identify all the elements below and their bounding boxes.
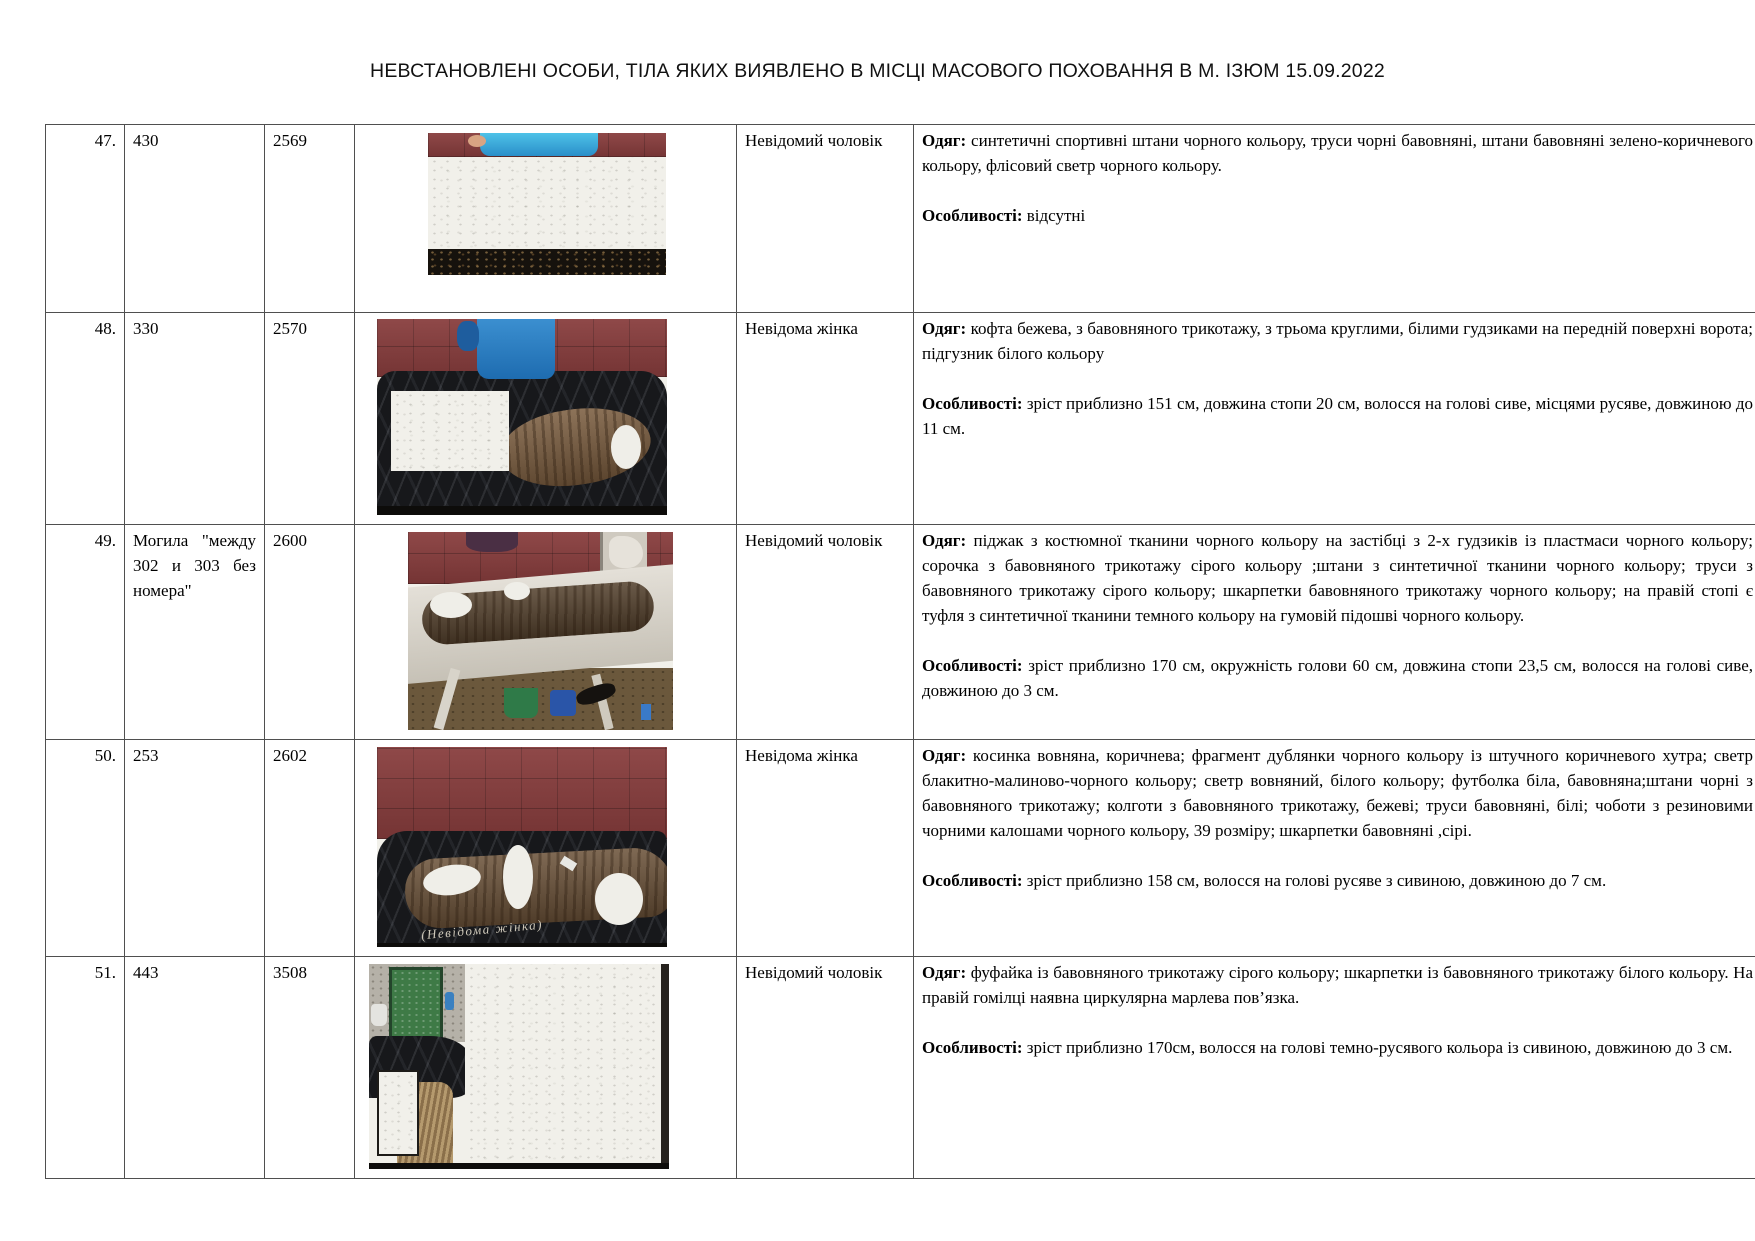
row-number-cell: 48. [46,313,125,525]
features-label: Особливості: [922,206,1023,225]
censor-oval [503,845,533,909]
table-row-47 [46,125,1755,313]
censor-rect [391,391,509,471]
blue-garment [477,319,555,379]
person-type-cell: Невідомий чоловік [737,957,914,1179]
clothing-text: фуфайка із бавовняного трикотажу сірого кольору; шкарпетки із бавовняного трикотажу білого кольору. На правій гомілці наявна циркулярна марлева пов’язка. [922,963,1753,1007]
green-door [389,967,443,1043]
features-text: зріст приблизно 151 см, довжина стопи 20 см, волосся на голові сиве, місцями русяве, довжиною до 11 см. [922,394,1754,438]
clothing-label: Одяг: [922,746,967,765]
green-bucket [504,688,538,718]
photo-bottom-edge [377,506,667,515]
photo-cell [355,740,737,957]
body-number-cell: 2602 [265,740,355,957]
clothing-label: Одяг: [922,319,967,338]
blue-item-small [641,704,651,720]
table-row-48 [46,313,1755,525]
table-row-51 [46,957,1755,1179]
clothing-text: кофта бежева, з бавовняного трикотажу, з трьома круглими, білими гудзиками на передній поверхні ворота; підгузник білого кольору [922,319,1754,363]
tile-wall-background [377,747,667,839]
clothing-label: Одяг: [922,131,967,150]
censor-oval [430,592,472,618]
row-number-cell: 50. [46,740,125,957]
white-cloth [609,536,643,568]
grave-number-cell: Могила "между 302 и 303 без номера" [125,525,265,740]
body-photo [377,747,667,947]
blue-glove [457,321,479,351]
grave-number-cell: 330 [125,313,265,525]
details-cell [914,525,1755,740]
persons-table [45,124,1755,1179]
censor-overlay [465,964,661,1169]
details-cell [914,957,1755,1179]
features-label: Особливості: [922,871,1023,890]
grave-number-cell: 443 [125,957,265,1179]
table-row-49 [46,525,1755,740]
table-row-50 [46,740,1755,957]
photo-cell [355,125,737,313]
dark-right-edge [661,964,669,1169]
body-photo [428,133,666,275]
body-number-cell: 2569 [265,125,355,313]
row-number-cell: 49. [46,525,125,740]
features-text: відсутні [1026,206,1086,225]
blue-figure [445,992,454,1010]
photo-cell [355,957,737,1179]
clothing-label: Одяг: [922,963,967,982]
row-number-cell: 51. [46,957,125,1179]
photo-cell [355,313,737,525]
body-photo [408,532,673,730]
person-type-cell: Невідома жінка [737,313,914,525]
body-number-cell: 3508 [265,957,355,1179]
features-text: зріст приблизно 170см, волосся на голові темно-русявого кольора із сивиною, довжиною до 3 см. [1026,1038,1733,1057]
details-cell [914,740,1755,957]
hand-skin [468,135,486,147]
body-number-cell: 2570 [265,313,355,525]
blue-container [550,690,576,716]
censor-oval [504,582,530,600]
body-photo [369,964,669,1169]
clothing-label: Одяг: [922,531,967,550]
white-jug [371,1004,387,1026]
details-cell [914,313,1755,525]
row-number-cell: 47. [46,125,125,313]
clothing-text: синтетичні спортивні штани чорного кольору, труси чорні бавовняні, штани бавовняні зелено-коричневого кольору, флісовий светр чорного кольору. [922,131,1753,175]
censor-rect-outlined [377,1070,419,1156]
features-label: Особливості: [922,1038,1023,1057]
features-label: Особливості: [922,656,1023,675]
features-text: зріст приблизно 158 см, волосся на голові русяве з сивиною, довжиною до 7 см. [1026,871,1607,890]
features-text: зріст приблизно 170 см, окружність голови 60 см, довжина стопи 23,5 см, волосся на голові сиве, довжиною до 3 см. [922,656,1754,700]
photo-bottom-edge [377,943,667,947]
grave-number-cell: 430 [125,125,265,313]
person-type-cell: Невідома жінка [737,740,914,957]
censor-overlay [428,157,666,249]
censor-oval [611,425,641,469]
body-number-cell: 2600 [265,525,355,740]
features-label: Особливості: [922,394,1023,413]
clothing-text: косинка вовняна, коричнева; фрагмент дублянки чорного кольору із штучного коричневого хутра; светр блакитно-малиново-чорного кольору; светр вовняний, білого кольору; футболка біла, бавовняна;штани чорні з бавовняного трикотажу; колготи з бавовняного трикотажу, бежеві; труси бавовняні, білі; чоботи з резиновими чорними калошами чорного кольору, 39 розміру; шкарпетки бавовняні ,сірі. [922,746,1754,840]
person-type-cell: Невідомий чоловік [737,125,914,313]
censor-oval [595,873,643,925]
photo-cell [355,525,737,740]
photo-bottom-edge [369,1163,669,1169]
dark-clothing-blob [466,532,518,552]
page-title: НЕВСТАНОВЛЕНІ ОСОБИ, ТІЛА ЯКИХ ВИЯВЛЕНО В МІСЦІ МАСОВОГО ПОХОВАННЯ В М. ІЗЮМ 15.09.2022 [370,60,1385,82]
body-photo [377,319,667,515]
person-type-cell: Невідомий чоловік [737,525,914,740]
details-cell [914,125,1755,313]
photo-handwritten-label: (Невідома жінка) [420,916,544,943]
clothing-text: піджак з костюмної тканини чорного кольору на застібці з 2-х гудзиків із пластмаси чорного кольору; сорочка з бавовняного трикотажу сірого кольору ;штани з синтетичної тканини чорного кольору; труси з бавовняного трикотажу сірого кольору; шкарпетки бавовняного трикотажу чорного кольору; на правій стопі є туфля з синтетичної тканини темного кольору на гумовій підошві чорного кольору. [922,531,1753,625]
grave-number-cell: 253 [125,740,265,957]
soil-strip [428,249,666,275]
gloved-hand [480,133,598,156]
